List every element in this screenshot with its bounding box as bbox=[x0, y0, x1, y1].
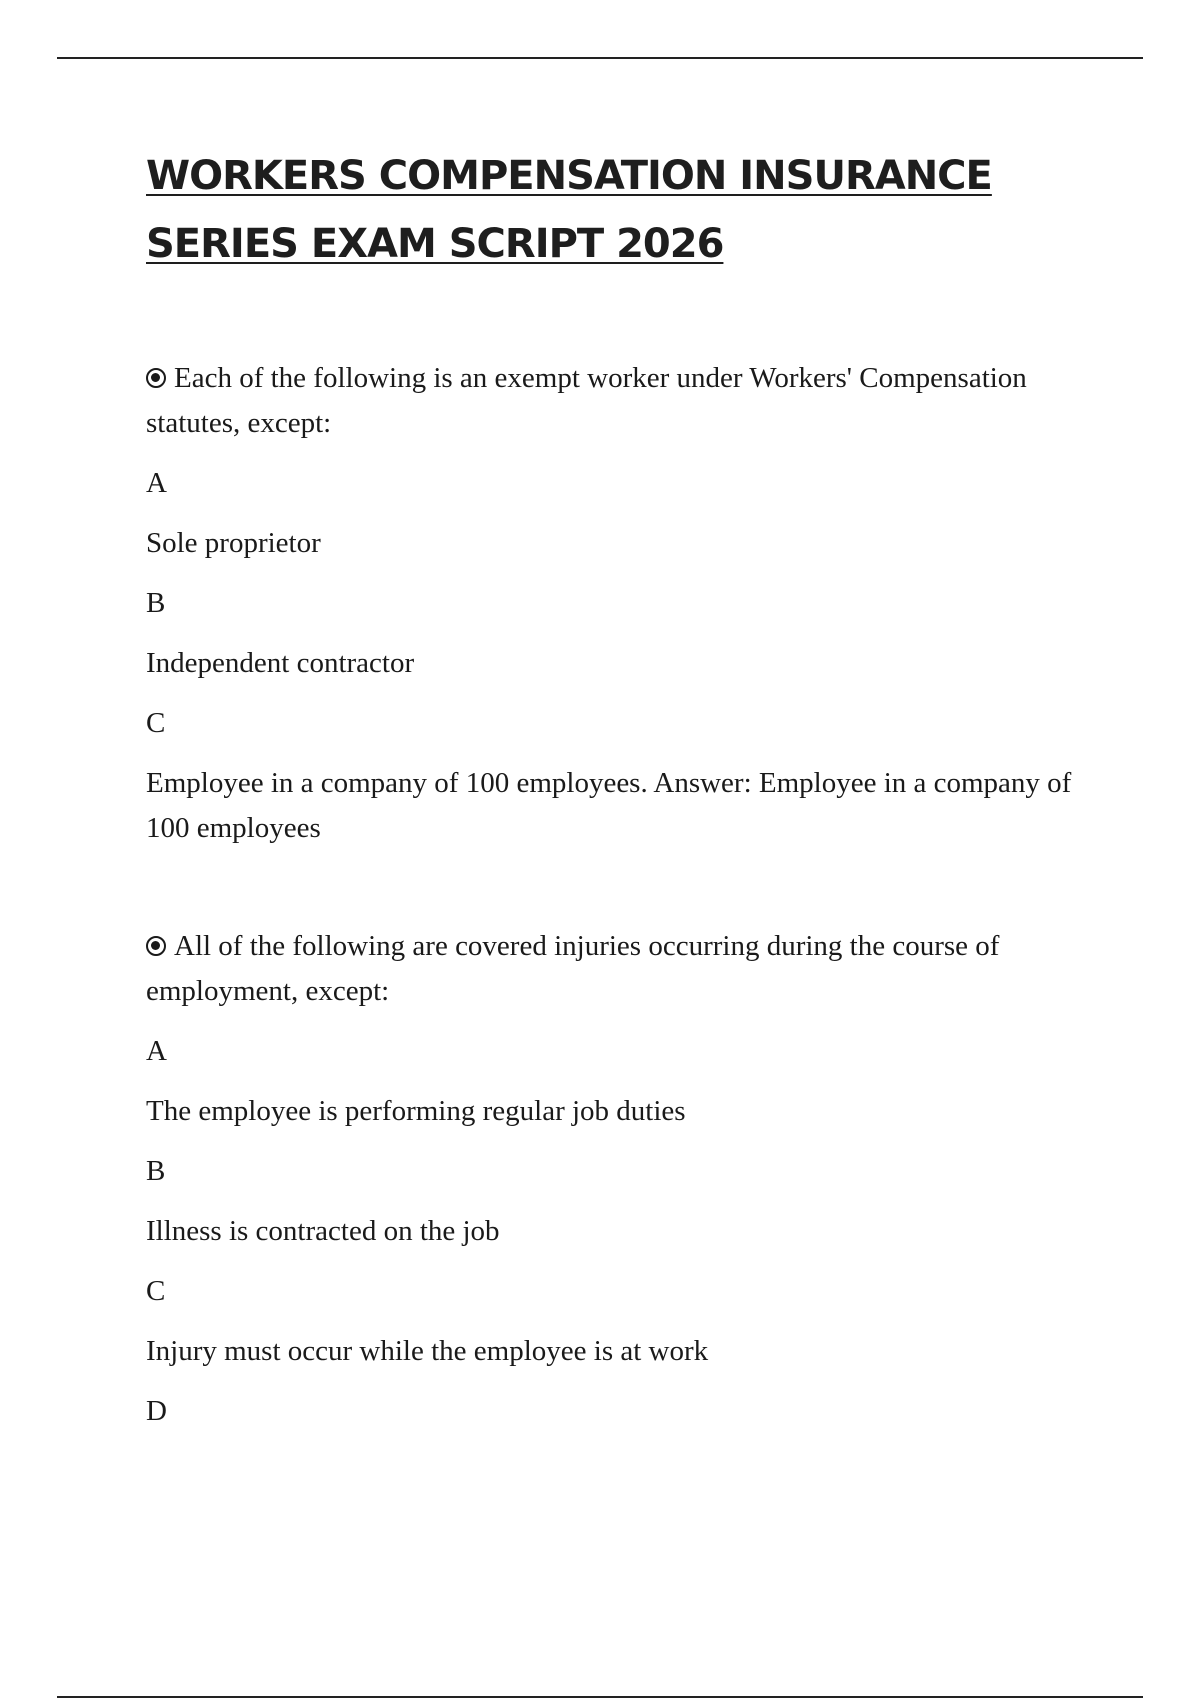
question-2-option-c-letter: C bbox=[146, 1275, 166, 1307]
question-1-prompt bbox=[146, 356, 1086, 446]
title-line-1: WORKERS COMPENSATION INSURANCE bbox=[146, 153, 992, 199]
top-rule bbox=[57, 57, 1143, 59]
question-2-option-a-text: The employee is performing regular job duties bbox=[146, 1095, 686, 1127]
question-2-option-b-text: Illness is contracted on the job bbox=[146, 1215, 500, 1247]
question-1-option-a-letter: A bbox=[146, 467, 167, 499]
question-2-option-b-letter: B bbox=[146, 1155, 166, 1187]
question-1-option-c-text: Employee in a company of 100 employees. Answer: Employee in a company of 100 employees bbox=[146, 767, 1072, 844]
question-2-option-c-text: Injury must occur while the employee is at work bbox=[146, 1335, 709, 1367]
radio-bullet-icon bbox=[146, 368, 166, 388]
question-1-option-b-letter: B bbox=[146, 587, 166, 619]
question-1 bbox=[146, 356, 1086, 851]
title-line-2: SERIES EXAM SCRIPT 2026 bbox=[146, 221, 724, 267]
question-2-text: All of the following are covered injuries occurring during the course of employment, except: bbox=[146, 930, 1000, 1007]
question-1-text: Each of the following is an exempt worker under Workers' Compensation statutes, except: bbox=[146, 362, 1027, 439]
bottom-rule bbox=[57, 1696, 1143, 1698]
page-title bbox=[146, 142, 1046, 278]
radio-bullet-icon bbox=[146, 936, 166, 956]
question-1-option-b-text: Independent contractor bbox=[146, 647, 415, 679]
question-2-option-d-letter: D bbox=[146, 1395, 167, 1427]
question-1-option-a-text: Sole proprietor bbox=[146, 527, 321, 559]
question-2 bbox=[146, 924, 1086, 1434]
question-1-option-c-letter: C bbox=[146, 707, 166, 739]
question-2-option-a-letter: A bbox=[146, 1035, 167, 1067]
question-2-prompt bbox=[146, 924, 1086, 1014]
